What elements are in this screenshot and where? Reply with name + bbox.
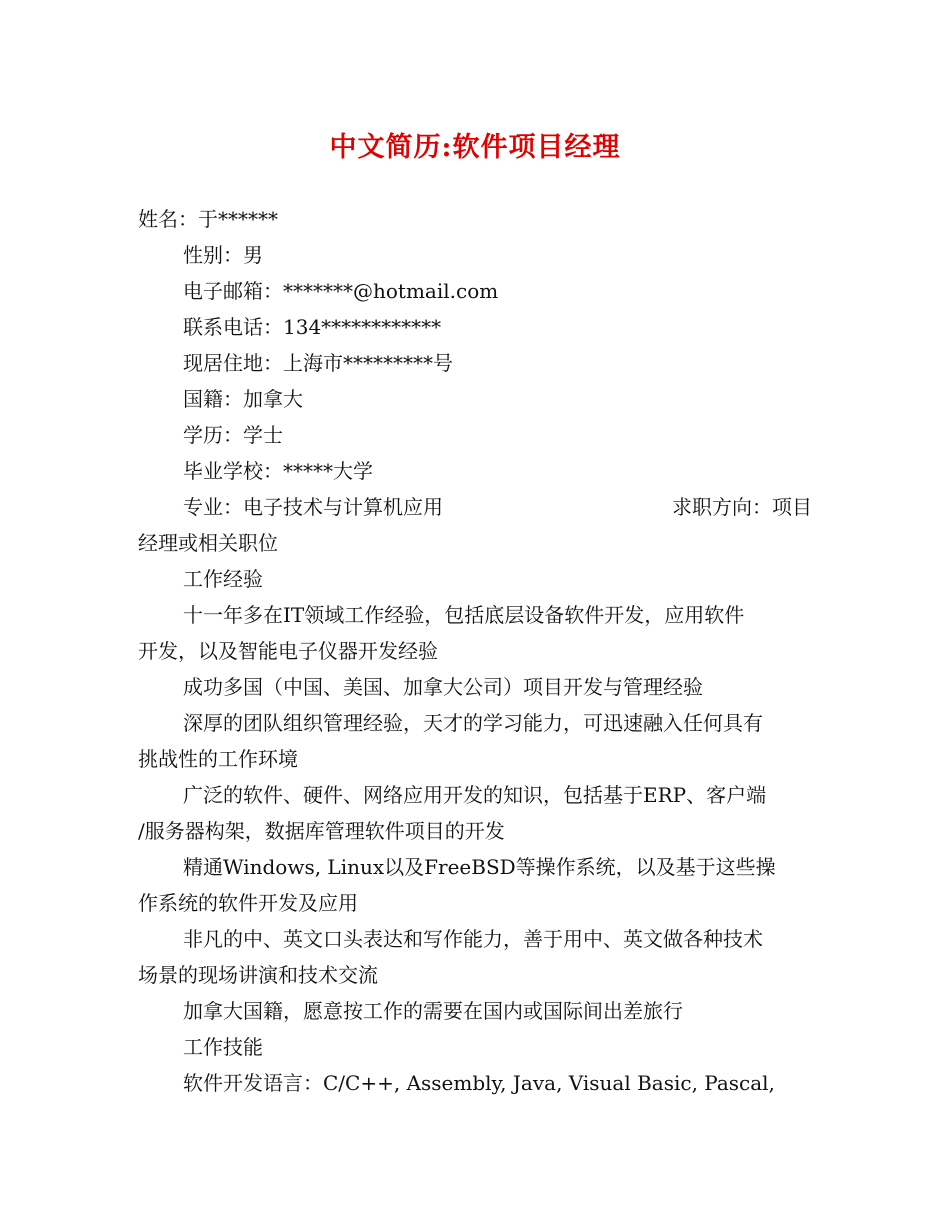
experience-item-4-line-1: 广泛的软件、硬件、网络应用开发的知识，包括基于ERP、客户端 [183, 783, 767, 807]
skills-languages-line: 软件开发语言：C/C++, Assembly, Java, Visual Basic, Pascal, [183, 1071, 775, 1095]
document-title: 中文简历:软件项目经理 [329, 132, 621, 163]
email-line: 电子邮箱：*******@hotmail.com [183, 279, 499, 303]
experience-item-3-line-2: 挑战性的工作环境 [138, 747, 298, 771]
name-line: 姓名：于****** [138, 207, 278, 231]
experience-item-1-line-1: 十一年多在IT领域工作经验，包括底层设备软件开发，应用软件 [183, 603, 745, 627]
nationality-line: 国籍：加拿大 [183, 387, 303, 411]
resume-content [138, 201, 812, 1101]
objective-text-end: 经理或相关职位 [138, 531, 278, 555]
experience-item-3-line-1: 深厚的团队组织管理经验，天才的学习能力，可迅速融入任何具有 [183, 711, 763, 735]
address-line: 现居住地：上海市*********号 [183, 351, 453, 375]
experience-item-2-line-1: 成功多国（中国、美国、加拿大公司）项目开发与管理经验 [183, 675, 703, 699]
experience-item-5-line-1: 精通Windows, Linux以及FreeBSD等操作系统，以及基于这些操 [183, 855, 776, 879]
experience-heading: 工作经验 [183, 567, 263, 591]
experience-item-1-line-2: 开发，以及智能电子仪器开发经验 [138, 639, 438, 663]
education-line: 学历：学士 [183, 423, 283, 447]
phone-line: 联系电话：134************ [183, 315, 442, 339]
experience-item-6-line-1: 非凡的中、英文口头表达和写作能力，善于用中、英文做各种技术 [183, 927, 763, 951]
experience-item-4-line-2: /服务器构架，数据库管理软件项目的开发 [138, 819, 505, 843]
school-line: 毕业学校：*****大学 [183, 459, 373, 483]
experience-item-5-line-2: 作系统的软件开发及应用 [138, 891, 358, 915]
experience-item-6-line-2: 场景的现场讲演和技术交流 [138, 963, 378, 987]
experience-item-7-line-1: 加拿大国籍，愿意按工作的需要在国内或国际间出差旅行 [183, 999, 683, 1023]
major-text: 专业：电子技术与计算机应用 [183, 495, 443, 519]
objective-text-start: 求职方向：项目 [672, 495, 812, 519]
major-objective-row [138, 489, 812, 525]
skills-heading: 工作技能 [183, 1035, 263, 1059]
gender-line: 性别：男 [183, 243, 263, 267]
